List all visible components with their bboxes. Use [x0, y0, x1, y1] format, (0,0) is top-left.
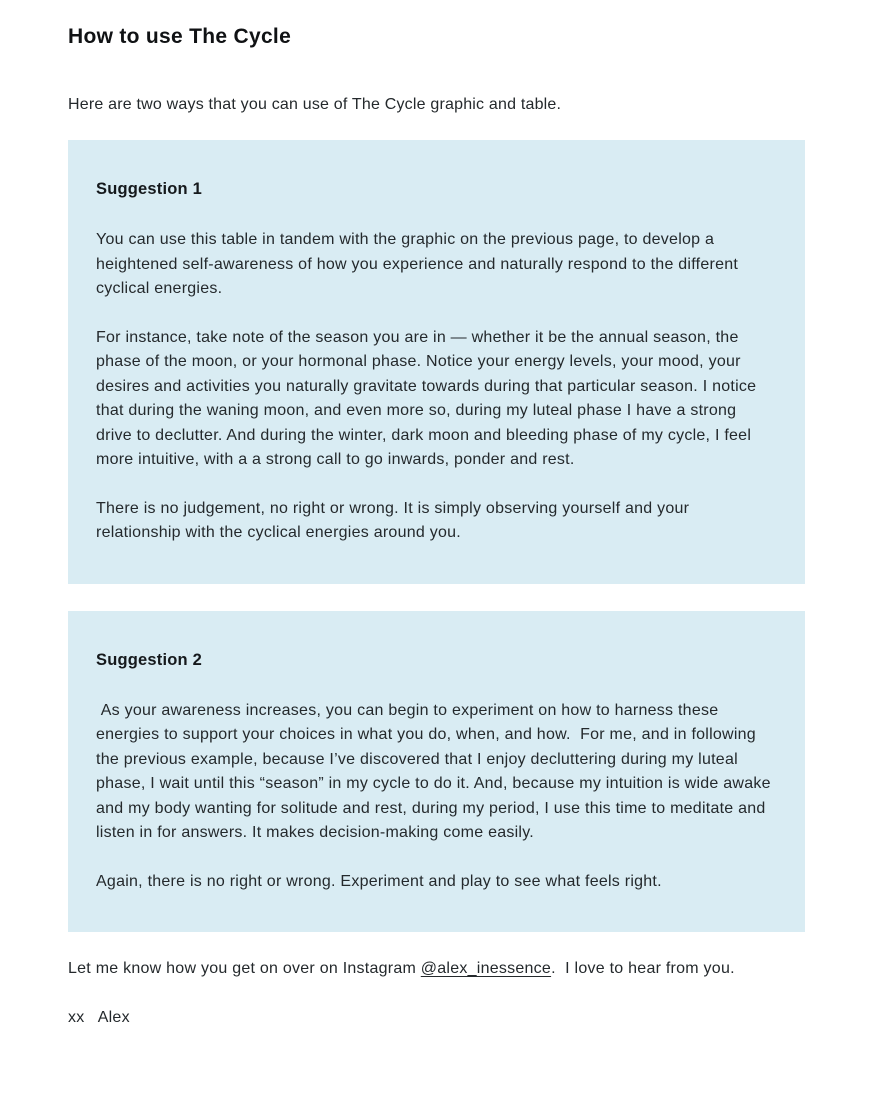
suggestion-1-paragraph: You can use this table in tandem with the graphic on the previous page, to develop a heightened self-awareness of how you experience and naturally respond to the different cyclical energies.: [96, 231, 743, 297]
suggestion-1-paragraph: There is no judgement, no right or wrong. It is simply observing yourself and your relationship with the cyclical energies around you.: [96, 499, 694, 541]
suggestion-2-paragraph: Again, there is no right or wrong. Experiment and play to see what feels right.: [96, 872, 662, 890]
outro-text: [68, 957, 805, 982]
suggestion-1-heading: Suggestion 1: [96, 180, 202, 198]
outro-before-link: Let me know how you get on over on Instagram: [68, 960, 421, 977]
signoff-text: xx Alex: [68, 1008, 130, 1026]
suggestion-2-paragraph: As your awareness increases, you can begin to experiment on how to harness these energies to support your choices in what you do, when, and how. For me, and in following the previous example, because I’ve discovered that I enjoy decluttering during my luteal phase, I wait until this “season” in my cycle to do it. And, because my intuition is wide awake and my body wanting for solitude and rest, during my period, I use this time to meditate and listen in for answers. It makes decision-making come easily.: [96, 701, 776, 841]
instagram-link[interactable]: @alex_inessence: [420, 960, 552, 977]
page-title: How to use The Cycle: [68, 25, 292, 48]
suggestion-1-box: [68, 140, 805, 584]
intro-text: Here are two ways that you can use of The Cycle graphic and table.: [68, 96, 562, 113]
suggestion-1-paragraph: For instance, take note of the season you are in — whether it be the annual season, the phase of the moon, or your hormonal phase. Notice your energy levels, your mood, your desires and activities you naturally gravitate towards during that particular season. I notice that during the waning moon, and even more so, during my luteal phase I have a strong drive to declutter. And during the winter, dark moon and bleeding phase of my cycle, I feel more intuitive, with a a strong call to go inwards, ponder and rest.: [96, 328, 761, 468]
suggestion-2-box: [68, 611, 805, 933]
suggestion-2-heading: Suggestion 2: [96, 650, 202, 669]
outro-after-link: . I love to hear from you.: [551, 960, 735, 977]
